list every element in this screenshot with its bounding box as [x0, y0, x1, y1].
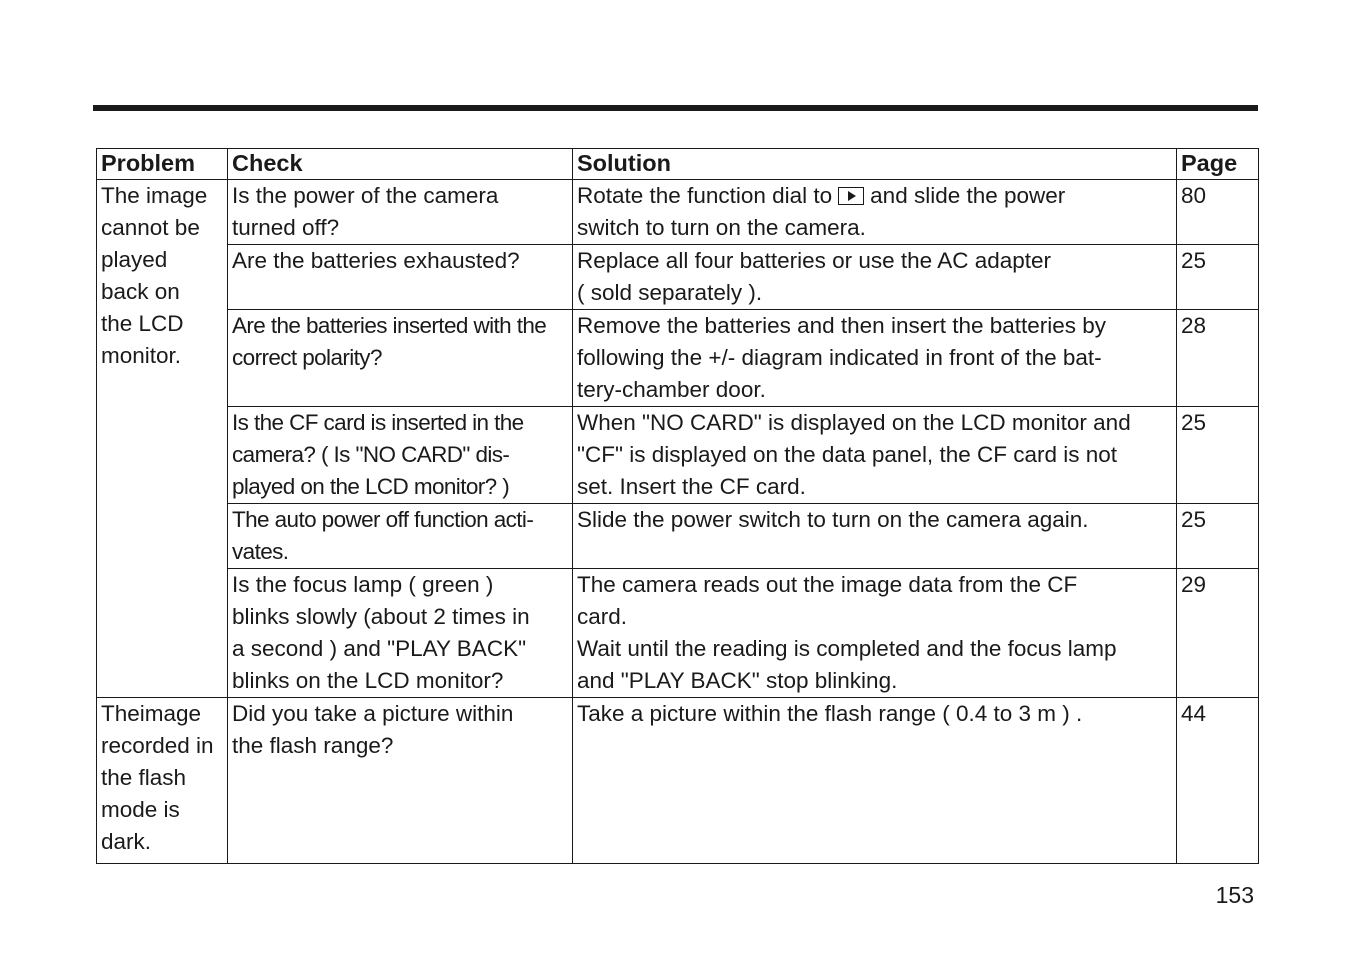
solution-cell: When "NO CARD" is displayed on the LCD monitor and "CF" is displayed on the data panel, the CF card is not set. Insert the CF card. — [573, 407, 1177, 504]
table-row — [97, 698, 1259, 864]
check-cell: Is the power of the camera turned off? — [228, 180, 573, 245]
header-row — [97, 149, 1259, 180]
page-number: 153 — [1215, 882, 1254, 908]
check-cell: Did you take a picture within the flash range? — [228, 698, 573, 864]
table-row — [97, 180, 1259, 245]
play-mode-icon — [838, 187, 864, 205]
check-cell: Are the batteries inserted with the correct polarity? — [228, 310, 573, 407]
top-rule — [93, 105, 1258, 111]
solution-cell: Remove the batteries and then insert the batteries by following the +/- diagram indicated in front of the bat- tery-chamber door. — [573, 310, 1177, 407]
header-page: Page — [1177, 149, 1259, 180]
page-cell: 25 — [1177, 504, 1259, 569]
page-cell: 80 — [1177, 180, 1259, 245]
problem-cell: The image cannot be played back on the LCD monitor. — [97, 180, 228, 698]
table-row — [97, 407, 1259, 504]
solution-cell: The camera reads out the image data from the CF card. Wait until the reading is completed and the focus lamp and "PLAY BACK" stop blinking. — [573, 569, 1177, 698]
solution-text: Rotate the function dial to — [577, 183, 833, 208]
table-row — [97, 569, 1259, 698]
table-row — [97, 245, 1259, 310]
page-cell: 25 — [1177, 245, 1259, 310]
check-cell: The auto power off function acti- vates. — [228, 504, 573, 569]
page-cell: 25 — [1177, 407, 1259, 504]
table-row — [97, 310, 1259, 407]
page-cell: 28 — [1177, 310, 1259, 407]
table-row — [97, 504, 1259, 569]
check-cell: Are the batteries exhausted? — [228, 245, 573, 310]
solution-cell: Slide the power switch to turn on the camera again. — [573, 504, 1177, 569]
troubleshooting-table — [96, 148, 1259, 864]
solution-cell: Take a picture within the flash range ( 0.4 to 3 m ) . — [573, 698, 1177, 864]
solution-text: and slide the power switch to turn on the camera. — [577, 183, 1066, 240]
header-solution: Solution — [573, 149, 1177, 180]
problem-cell: Theimage recorded in the flash mode is dark. — [97, 698, 228, 864]
header-problem: Problem — [97, 149, 228, 180]
solution-cell: Replace all four batteries or use the AC adapter ( sold separately ). — [573, 245, 1177, 310]
check-cell: Is the focus lamp ( green ) blinks slowly (about 2 times in a second ) and "PLAY BACK" blinks on the LCD monitor? — [228, 569, 573, 698]
page-cell: 44 — [1177, 698, 1259, 864]
check-cell: Is the CF card is inserted in the camera? ( Is "NO CARD" dis- played on the LCD monitor? ) — [228, 407, 573, 504]
page-cell: 29 — [1177, 569, 1259, 698]
header-check: Check — [228, 149, 573, 180]
solution-cell — [573, 180, 1177, 245]
